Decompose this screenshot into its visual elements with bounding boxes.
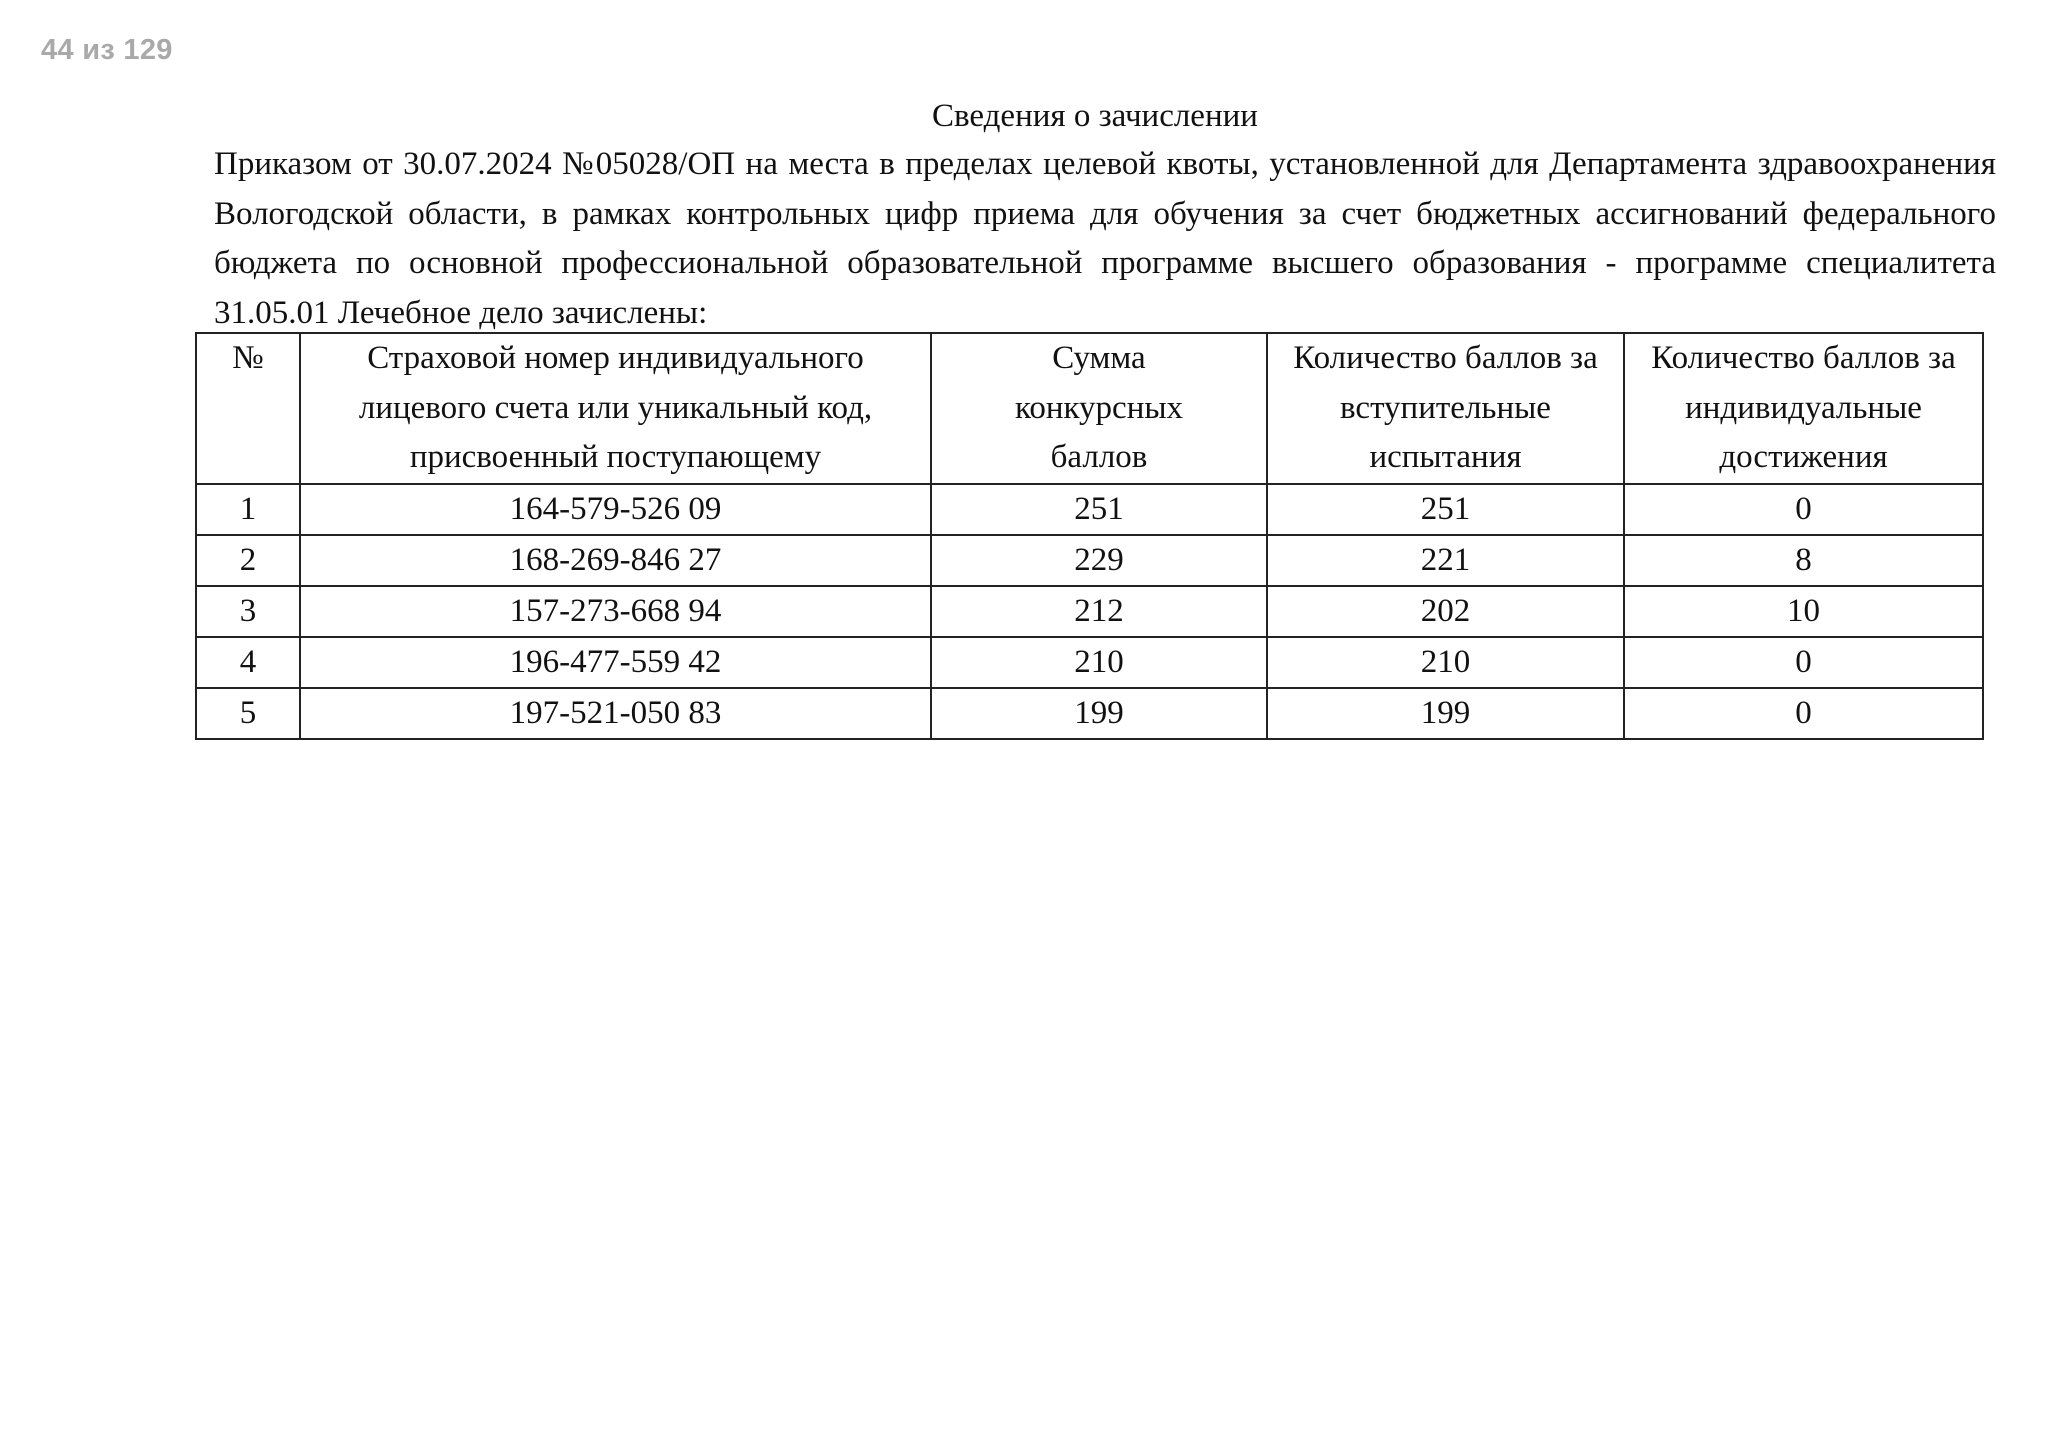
cell-snils: 157-273-668 94 — [300, 586, 931, 637]
cell-total-score: 199 — [931, 688, 1267, 739]
table-header-row — [196, 333, 1983, 484]
table-row — [196, 586, 1983, 637]
header-number: № — [196, 333, 300, 484]
cell-number: 2 — [196, 535, 300, 586]
cell-number: 3 — [196, 586, 300, 637]
cell-exam-score: 210 — [1267, 637, 1624, 688]
header-total-score: Сумма конкурсных баллов — [931, 333, 1267, 484]
cell-total-score: 251 — [931, 484, 1267, 535]
cell-total-score: 212 — [931, 586, 1267, 637]
cell-achievement-score: 10 — [1624, 586, 1983, 637]
cell-number: 5 — [196, 688, 300, 739]
cell-snils: 197-521-050 83 — [300, 688, 931, 739]
page-counter: 44 из 129 — [41, 34, 173, 66]
header-snils: Страховой номер индивидуального лицевого счета или уникальный код, присвоенный поступающему — [300, 333, 931, 484]
cell-snils: 164-579-526 09 — [300, 484, 931, 535]
cell-number: 1 — [196, 484, 300, 535]
header-exam-score: Количество баллов за вступительные испытания — [1267, 333, 1624, 484]
cell-snils: 196-477-559 42 — [300, 637, 931, 688]
cell-exam-score: 202 — [1267, 586, 1624, 637]
enrollment-table — [195, 332, 1984, 740]
cell-number: 4 — [196, 637, 300, 688]
table-row — [196, 637, 1983, 688]
cell-achievement-score: 0 — [1624, 484, 1983, 535]
header-achievement-score: Количество баллов за индивидуальные достижения — [1624, 333, 1983, 484]
cell-achievement-score: 0 — [1624, 637, 1983, 688]
cell-exam-score: 199 — [1267, 688, 1624, 739]
document-title: Сведения о зачислении — [932, 98, 1258, 134]
document-paragraph: Приказом от 30.07.2024 №05028/ОП на места в пределах целевой квоты, установленной для Департамента здравоохранения Вологодской области, в рамках контрольных цифр приема для обучения за счет бюджетных ассигнований федерального бюджета по основной профессиональной образовательной программе высшего образования - программе специалитета 31.05.01 Лечебное дело зачислены: — [214, 146, 1996, 331]
cell-total-score: 229 — [931, 535, 1267, 586]
table-row — [196, 535, 1983, 586]
cell-exam-score: 221 — [1267, 535, 1624, 586]
table-row — [196, 688, 1983, 739]
table-row — [196, 484, 1983, 535]
cell-achievement-score: 8 — [1624, 535, 1983, 586]
cell-total-score: 210 — [931, 637, 1267, 688]
cell-exam-score: 251 — [1267, 484, 1624, 535]
document-page — [214, 92, 1996, 338]
cell-snils: 168-269-846 27 — [300, 535, 931, 586]
cell-achievement-score: 0 — [1624, 688, 1983, 739]
